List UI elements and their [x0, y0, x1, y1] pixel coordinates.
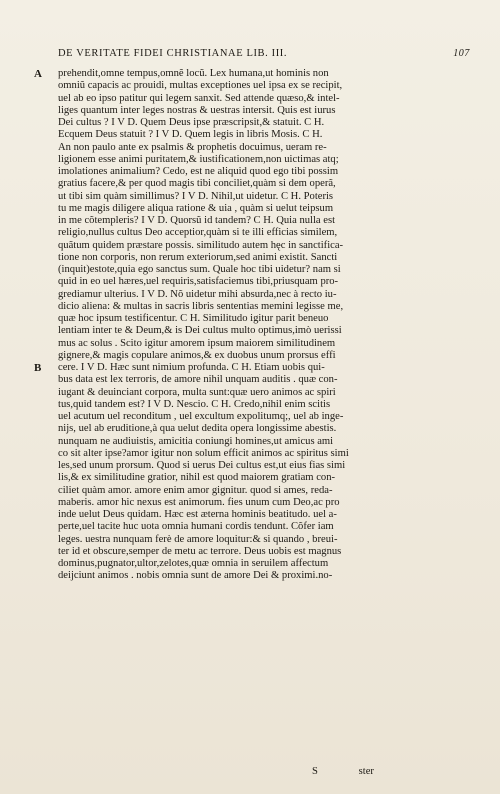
text-line: nunquam ne audiuistis, amicitia coniungi homines,ut amicus ami — [58, 435, 334, 447]
text-line: dominus,pugnator,ultor,zelotes,quæ omnia in seruilem affectum — [58, 558, 329, 569]
text-line: iugant & deuinciant corpora, multa sunt:quæ uero animos ac spiri — [58, 386, 336, 398]
text-line: imolationes animalium? Cedo, est ne aliquid quod ego tibi possim — [58, 166, 339, 177]
text-line: liges quantum inter leges nostras & uestras intersit. Quis est iurus — [58, 104, 336, 116]
text-line: Ecquem Deus statuit ? I V D. Quem legis in libris Mosis. C H. — [58, 129, 323, 141]
text-line: Dei cultus ? I V D. Quem Deus ipse præscripsit,& statuit. C H. — [58, 117, 325, 128]
text-line: tus,quid tandem est? I V D. Nescio. C H. Credo,nihil enim scitis — [58, 398, 331, 410]
text-line: omniũ capacis ac prouidi, multas exceptiones uel ipsa ex se recipit, — [58, 80, 343, 92]
text-line: religio,nullus cultus Deo acceptior,quàm si te illi efficias similem, — [58, 227, 338, 239]
text-line: mus ac solus . Scito igitur amorem ipsum maiorem similitudinem — [58, 337, 336, 349]
text-line: maberis. amor hic nexus est animorum. fies unum cum Deo,ac pro — [58, 496, 340, 508]
text-line: co sit alter ipse?amor igitur non solum efficit animos ac spiritus simi — [58, 447, 349, 459]
text-line: tu me magis diligere aliqua ratione & uia , quàm si uelut teipsum — [58, 202, 334, 214]
text-line: tione non corporis, non rerum exteriorum,sed animi existit. Sancti — [58, 251, 338, 263]
text-line: les,sed unum prorsum. Quod si uerus Dei cultus est,ut eius fias simi — [58, 460, 346, 471]
text-line: An non paulo ante ex psalmis & prophetis docuimus, ueram re- — [58, 141, 327, 153]
folio-number: 107 — [453, 48, 470, 59]
text-line: gignere,& magis copulare animos,& ex duobus unum prorsus effi — [58, 349, 336, 361]
text-line: gratius facere,& per quod magis tibi conciliet,quàm si dem operã, — [58, 178, 336, 190]
text-line: bus data est lex terroris, de amore nihil unquam auditis . quæ con- — [58, 374, 338, 386]
text-line: uel ab eo ipso patitur qui legem sanxit. Sed attende quæso,& intel- — [58, 92, 340, 104]
text-line: in me cõtempleris? I V D. Quorsũ id tandem? C H. Quia nulla est — [58, 215, 336, 226]
signature-mark: S — [312, 766, 318, 777]
text-line: lentiam inter te & Deum,& is Dei cultus multo optimus,imò uerissi — [58, 325, 342, 337]
text-line: ter id et obscure,semper de metu ac terrore. Deus uobis est magnus — [58, 545, 342, 557]
text-line: prehendit,omne tempus,omnẽ locũ. Lex humana,ut hominis non — [58, 68, 329, 79]
text-line: uel acutum uel reconditum , uel excultum expolitumq;, uel ab inge- — [58, 411, 344, 422]
text-line: leges. uestra nunquam ferè de amore loquitur:& si quando , breui- — [58, 533, 338, 545]
text-line: quãtum quidem præstare possis. similitudo autem hęc in sanctifica- — [58, 239, 344, 251]
catchword: ster — [358, 766, 374, 777]
text-line: nijs, uel ab eruditione,à qua uelut dedita opera longissime abestis. — [58, 423, 337, 435]
catchword-line — [312, 766, 374, 777]
margin-marker-a: A — [34, 68, 42, 80]
text-line: quæ hoc ipsum testificentur. C H. Similitudo igitur parit beneuo — [58, 313, 329, 324]
margin-marker-b: B — [34, 362, 42, 374]
text-line: dicio aliena: & multas in sacris libris sententias memini legisse me, — [58, 300, 344, 312]
text-line: quid in eo uel hæres,uel requiris,satisfaciemus tibi,priusquam pro- — [58, 276, 339, 288]
text-line: lis,& ex similitudine gratior, nihil est quod maiorem gratiam con- — [58, 472, 336, 484]
text-line: ciliet quàm amor. amore enim amor gignitur. quod si ames, reda- — [58, 484, 333, 496]
page-header — [58, 48, 470, 64]
text-line: deijciunt animos . nobis omnia sunt de amore Dei & proximi.no- — [58, 570, 333, 582]
running-title: DE VERITATE FIDEI CHRISTIANAE LIB. III. — [58, 48, 288, 59]
text-line: (inquit)estote,quia ego sanctus sum. Quale hoc tibi uidetur? nam si — [58, 264, 341, 275]
text-line: grediamur ulterius. I V D. Nõ uidetur mihi absurda,nec à recto iu- — [58, 288, 337, 300]
text-line: ut tibi sim quàm simillimus? I V D. Nihil,ut uidetur. C H. Poteris — [58, 190, 334, 202]
text-line: cere. I V D. Hæc sunt nimium profunda. C H. Etiam uobis qui- — [58, 362, 325, 373]
body-text — [58, 68, 476, 583]
text-line: perte,uel tacite huc uota omnia humani cordis tendunt. Cõfer iam — [58, 521, 334, 533]
text-line: ligionem esse animi puritatem,& iustificationem,non uictimas atq; — [58, 153, 339, 165]
text-line: inde uelut Deus quidam. Hæc est æterna hominis beatitudo. uel a- — [58, 509, 337, 520]
